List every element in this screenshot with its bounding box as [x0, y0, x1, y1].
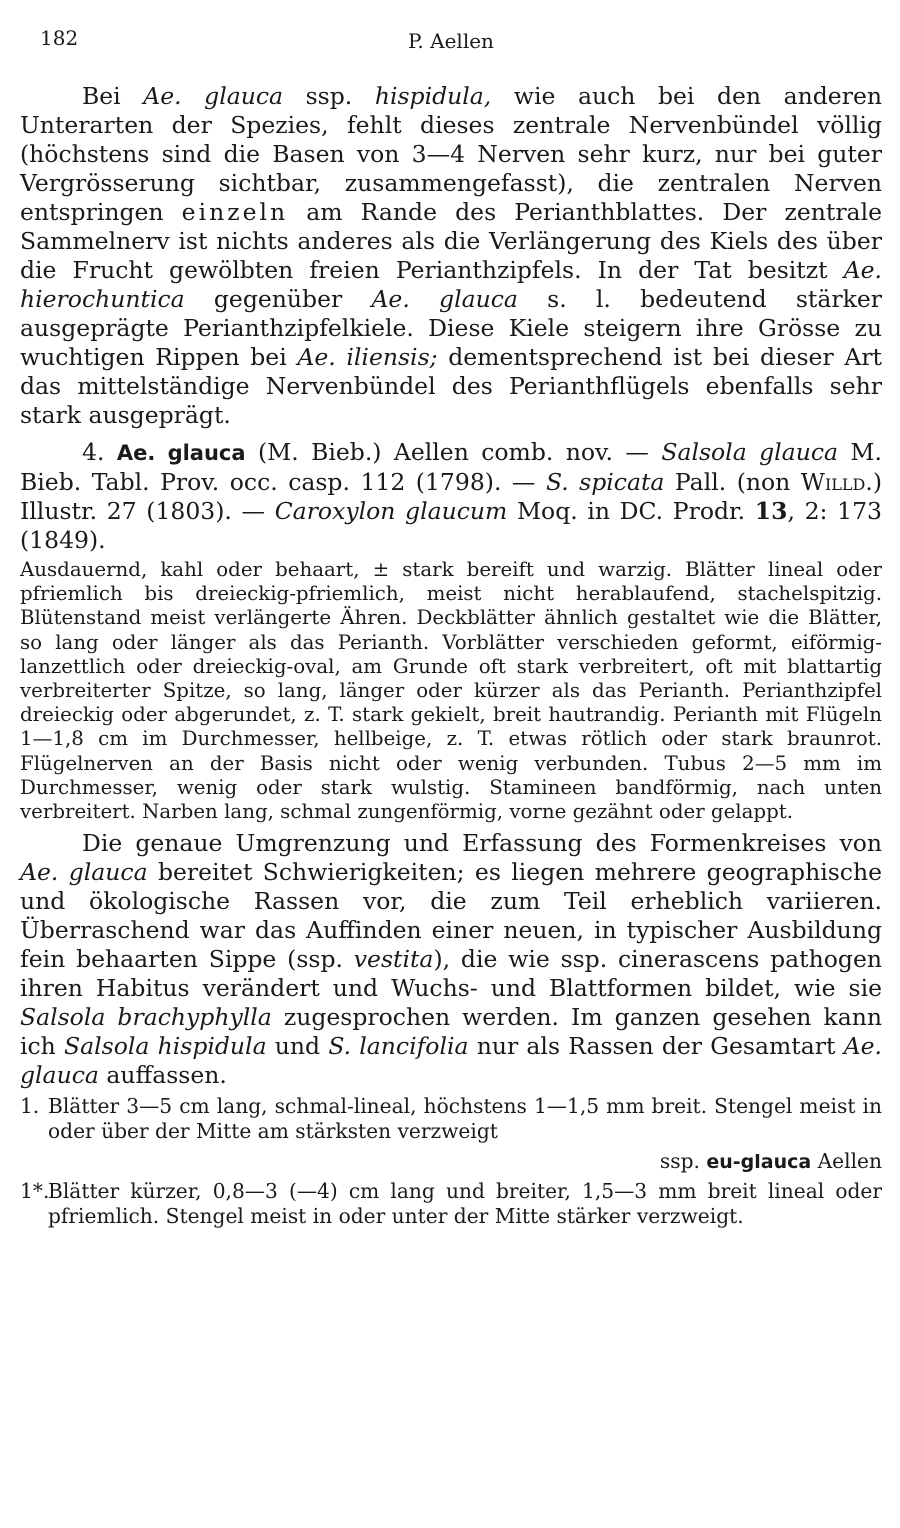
taxon-italic: hispidula,: [374, 82, 492, 110]
key-text: Blätter 3—5 cm lang, schmal-lineal, höchstens 1—1,5 mm breit. Stengel meist in oder über der Mitte am stärksten verzweigt: [48, 1094, 882, 1143]
taxon-italic: Salsola hispidula: [64, 1032, 267, 1061]
text-run: Bei: [82, 82, 144, 110]
paragraph-discussion: [20, 829, 882, 1090]
text-run: M. Bieb. Tabl. Prov. occ. casp. 112 (1798). —: [20, 438, 882, 496]
text-run: Moq. in DC. Prodr.: [507, 497, 755, 525]
emphasis-spaced: einzeln: [181, 198, 289, 226]
text-run: (M. Bieb.) Aellen comb. nov. —: [245, 438, 662, 466]
text-run: auffassen.: [98, 1061, 227, 1090]
page-header: [20, 0, 882, 58]
synonym-italic: S. spicata: [545, 468, 665, 496]
taxon-italic: Ae. glauca: [371, 285, 518, 313]
text-run: wie auch bei den anderen Unterarten der Spezies, fehlt dieses zentrale Nervenbündel völlig (höchstens sind die Basen von 3—4 Nerven sehr kurz, nur bei guter Vergrösserung sichtbar, zusammengefasst), die zentralen Nerven entspringen: [20, 82, 882, 226]
taxon-italic: Ae. iliensis;: [297, 343, 438, 371]
text-run: am Rande des Perianthblattes. Der zentrale Sammelnerv ist nichts anderes als die Verlängerung des Kiels des über die Frucht gewölbten freien Perianthzipfels. In der Tat besitzt: [20, 198, 882, 284]
synonym-italic: Caroxylon glaucum: [274, 497, 508, 525]
text-run: , 2: 173 (1849).: [20, 497, 882, 554]
text-run: Die genaue Umgrenzung und Erfassung des Formenkreises von: [82, 829, 882, 858]
taxon-italic: Ae. hierochuntica: [20, 256, 882, 313]
volume-bold: 13: [754, 497, 788, 525]
species-heading: [20, 438, 882, 555]
author-smallcaps: Willd.: [800, 468, 873, 496]
page-number: 182: [40, 26, 79, 50]
text-run: nur als Rassen der Gesamtart: [468, 1032, 844, 1061]
text-run: bereitet Schwierigkeiten; es liegen mehrere geographische und ökologische Rassen vor, die zum Teil erheblich variieren. Überraschend war das Auffinden einer neuen, in typischer Ausbildung fein behaarten Sippe (ssp.: [20, 858, 882, 974]
taxon-italic: S. lancifolia: [328, 1032, 469, 1061]
running-head: P. Aellen: [408, 29, 494, 53]
taxon-italic: Ae. glauca: [20, 1032, 882, 1090]
text-run: dementsprechend ist bei dieser Art das mittelständige Nervenbündel des Perianthflügels ebenfalls sehr stark ausgeprägt.: [20, 343, 882, 429]
taxon-italic: Ae. glauca: [143, 82, 284, 110]
text-run: ssp.: [283, 82, 375, 110]
species-number: 4.: [82, 438, 117, 466]
key-taxon: [48, 1149, 882, 1175]
text-run: und: [266, 1032, 329, 1061]
text-run: gegenüber: [184, 285, 372, 313]
text-run: zugesprochen werden. Im ganzen gesehen kann ich: [20, 1003, 883, 1061]
taxon-italic: Ae. glauca: [20, 858, 148, 887]
species-name: Ae. glauca: [116, 441, 246, 465]
taxon-name: eu-glauca: [706, 1151, 812, 1174]
taxon-italic: Salsola brachyphylla: [20, 1003, 272, 1032]
key-number: 1.: [20, 1094, 40, 1119]
species-description: Ausdauernd, kahl oder behaart, ± stark bereift und warzig. Blätter lineal oder pfriemlich bis dreieckig-pfriemlich, meist nicht herablaufend, stachelspitzig. Blütenstand meist verlängerte Ähren. Deckblätter ähnlich gestaltet wie die Blätter, so lang oder länger als das Perianth. Vorblätter verschieden geformt, eiförmig-lanzettlich oder dreieckig-oval, am Grunde oft stark verbreitert, oft mit blattartig verbreiterter Spitze, so lang, länger oder kürzer als das Perianth. Perianthzipfel dreieckig oder abgerundet, z. T. stark gekielt, breit hautrandig. Perianth mit Flügeln 1—1,8 cm im Durchmesser, hellbeige, z. T. etwas rötlich oder stark braunrot. Flügelnerven an der Basis nicht oder wenig verbunden. Tubus 2—5 mm im Durchmesser, wenig oder stark wulstig. Stamineen bandförmig, nach unten verbreitert. Narben lang, schmal zungenförmig, vorne gezähnt oder gelappt.: [20, 558, 882, 824]
taxon-italic: vestita: [353, 945, 434, 974]
text-run: ) Illustr. 27 (1803). —: [20, 468, 882, 525]
key-entry-1-star: [20, 1179, 882, 1228]
key-number: 1*.: [20, 1179, 50, 1204]
synonym-italic: Salsola glauca: [661, 438, 838, 466]
text-run: ), die wie ssp. cinerascens pathogen ihren Habitus verändert und Wuchs- und Blattformen bildet, wie sie: [20, 945, 882, 1003]
key-entry-1: [20, 1094, 882, 1175]
text-run: Pall. (non: [664, 468, 801, 496]
text-run: ssp.: [659, 1149, 707, 1174]
text-run: Aellen: [811, 1149, 882, 1174]
key-text: Blätter kürzer, 0,8—3 (—4) cm lang und breiter, 1,5—3 mm breit lineal oder pfriemlich. Stengel meist in oder unter der Mitte stärker verzweigt.: [48, 1179, 882, 1228]
paragraph-intro: [20, 82, 882, 430]
text-run: s. l. bedeutend stärker ausgeprägte Perianthzipfelkiele. Diese Kiele steigern ihre Grösse zu wuchtigen Rippen bei: [20, 285, 883, 371]
